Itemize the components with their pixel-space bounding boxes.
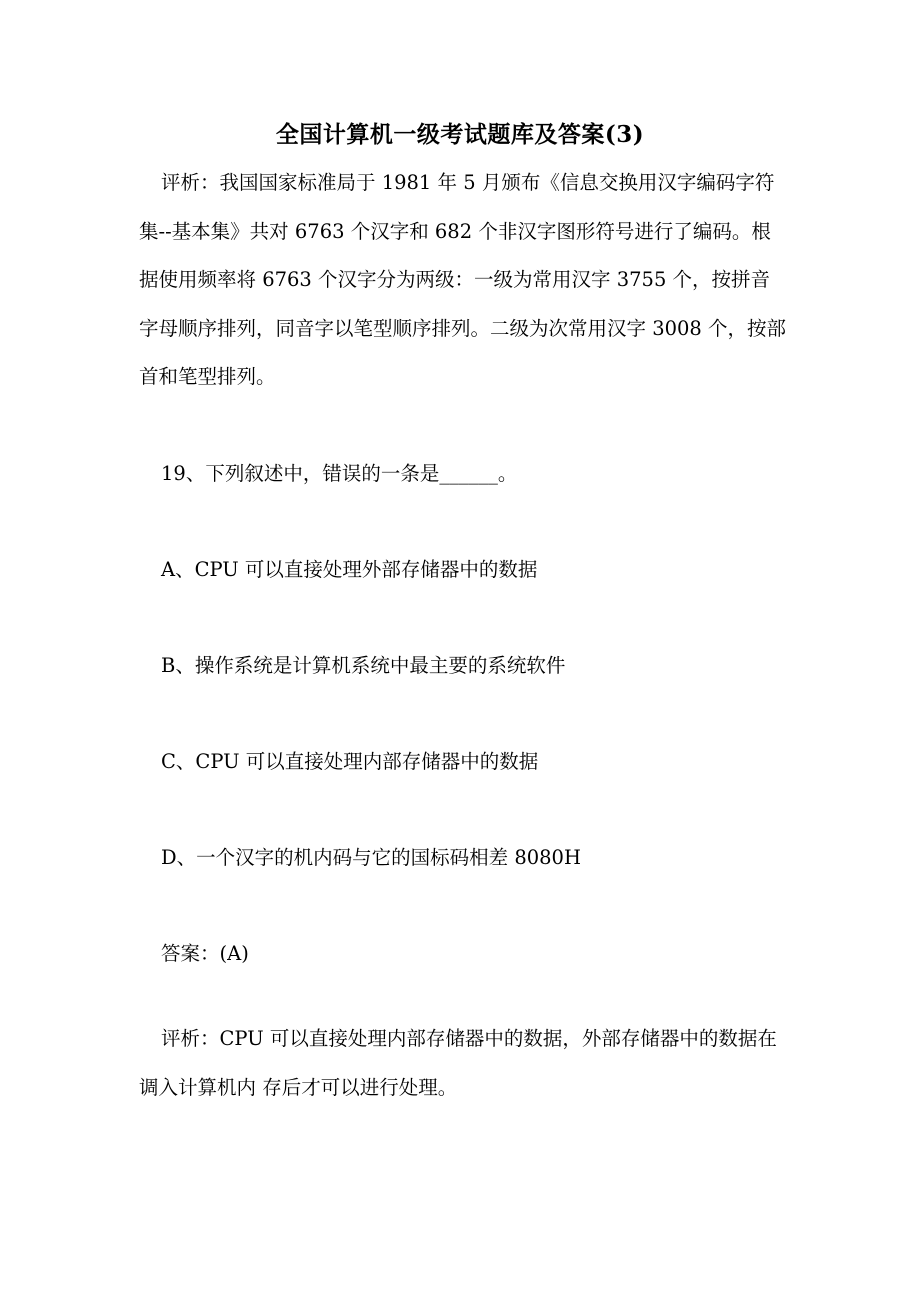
page-title: 全国计算机一级考试题库及答案(3) <box>275 121 645 148</box>
analysis-paragraph-2: 评析：CPU 可以直接处理内部存储器中的数据，外部存储器中的数据在调入计算机内 存后才可以进行处理。 <box>139 1027 777 1099</box>
option-c: C、CPU 可以直接处理内部存储器中的数据 <box>161 750 539 773</box>
option-b: B、操作系统是计算机系统中最主要的系统软件 <box>161 654 566 677</box>
answer-text: 答案：(A) <box>161 942 249 965</box>
option-d: D、一个汉字的机内码与它的国标码相差 8080H <box>161 846 581 869</box>
question-text: 19、下列叙述中，错误的一条是______。 <box>161 462 518 485</box>
analysis-paragraph-1: 评析：我国国家标准局于 1981 年 5 月颁布《信息交换用汉字编码字符集--基本集》共对 6763 个汉字和 682 个非汉字图形符号进行了编码。根据使用频率将 6763 个汉字分为两级：一级为常用汉字 3755 个，按拼音字母顺序排列，同音字以笔型顺序排列。二级为次常用汉字 3008 个，按部首和笔型排列。 <box>139 171 787 388</box>
option-a: A、CPU 可以直接处理外部存储器中的数据 <box>161 558 538 581</box>
